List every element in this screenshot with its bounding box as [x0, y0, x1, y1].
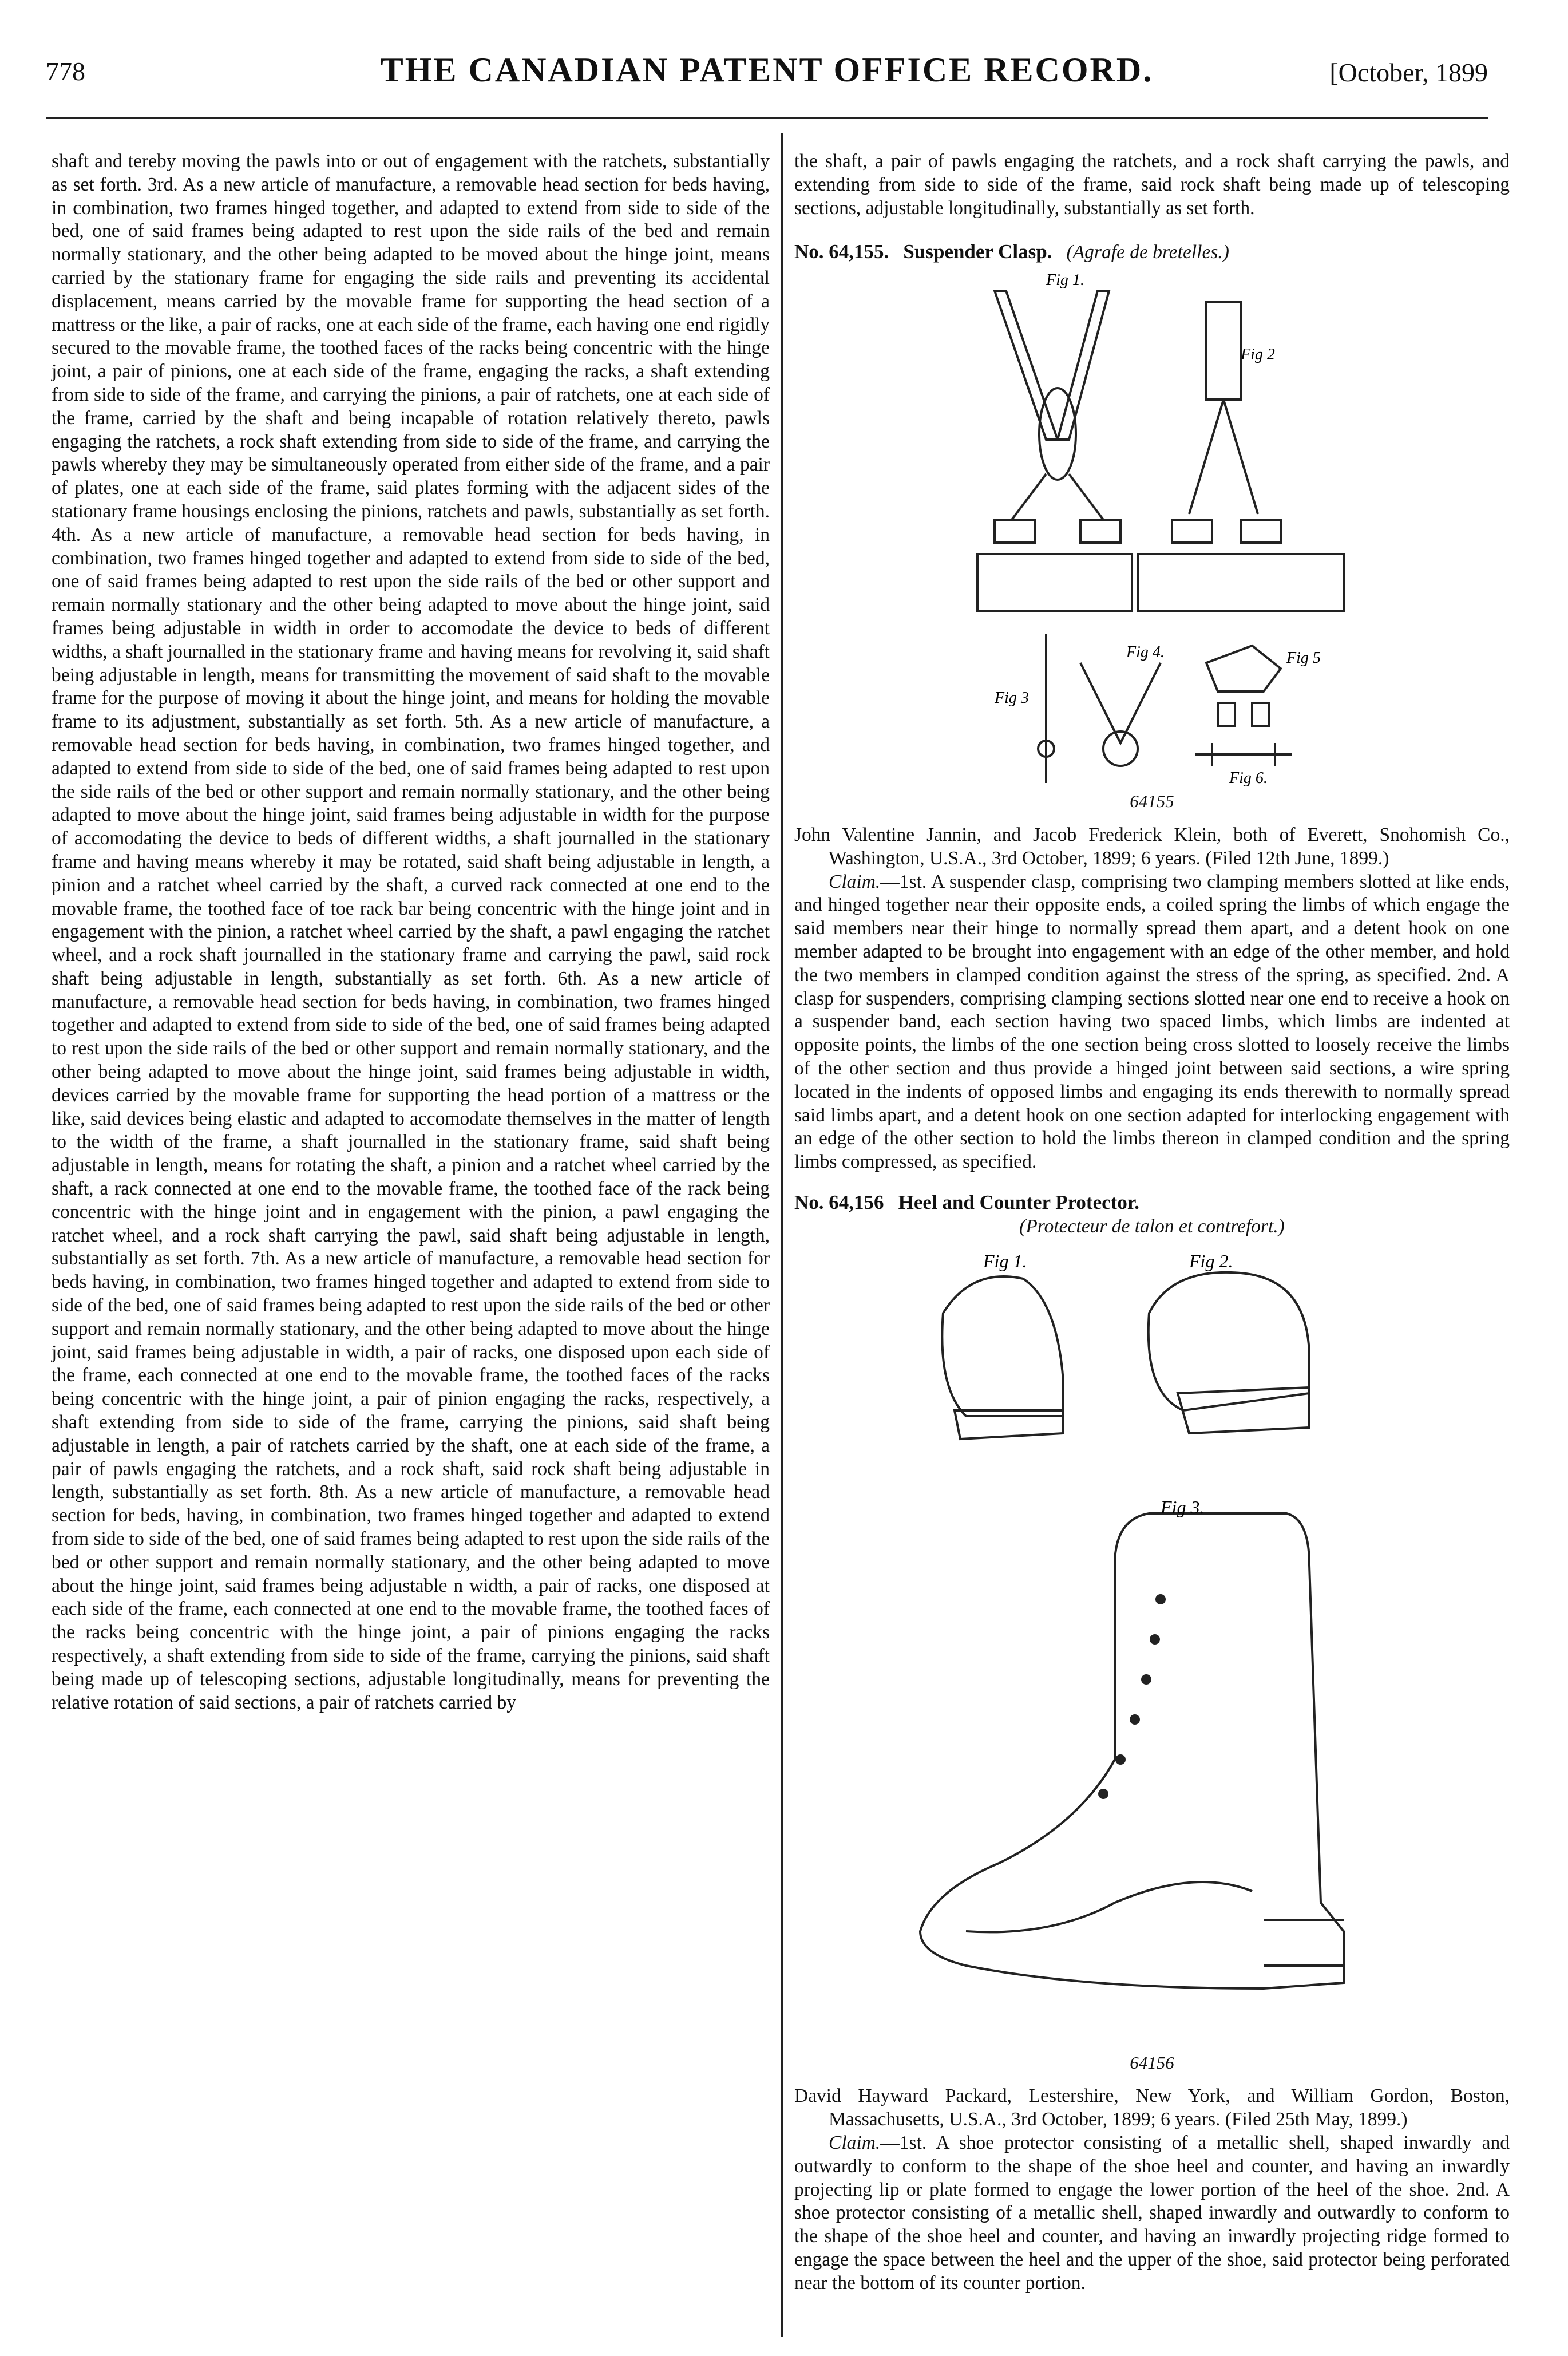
heel-protector-fig3: [1264, 1920, 1344, 1966]
lace-eyelet: [1155, 1594, 1166, 1604]
strap-fig2: [1206, 302, 1241, 400]
strap-left-fig1: [995, 291, 1058, 440]
patent-number: No. 64,155.: [794, 240, 889, 263]
strap-right-fig1: [1058, 291, 1109, 440]
claim-text: —1st. A shoe protector consisting of a metallic shell, shaped inwardly and outwardly to conform to the shape of the shoe heel and counter, and having an inwardly projecting lip or plate formed to engage the lower portion of the heel of the shoe. 2nd. A shoe protector consisting of a metallic shell, shaped inwardly and outwardly to conform to the shape of the shoe heel and counter, and having an inwardly projecting ridge formed to engage the space between the heel and the upper of the shoe, said protector being perforated near the bottom of its counter portion.: [794, 2132, 1510, 2294]
patent-title: Heel and Counter Protector.: [898, 1191, 1139, 1213]
fig-label: Fig 1.: [983, 1250, 1027, 1271]
fig-label: Fig 6.: [1229, 769, 1268, 788]
clasp-section-fig6: [1195, 743, 1292, 766]
claim-label: Claim.: [829, 2132, 881, 2153]
clasp-right-fig2: [1241, 520, 1281, 543]
patent-french-title: (Agrafe de bretelles.): [1066, 242, 1229, 263]
fig-label: Fig 4.: [1126, 643, 1165, 662]
issue-date: [October, 1899: [1329, 58, 1488, 87]
heel-protector-figure: [794, 1244, 1510, 2057]
claim-label: Claim.: [829, 871, 881, 892]
clasp-hinge-fig4: [1103, 732, 1138, 766]
patent-inventors: David Hayward Packard, Lestershire, New York, and William Gordon, Boston, Massachusetts, U.S.A., 3rd October, 1899; 6 years. (Filed 25th May, 1899.): [794, 2085, 1510, 2130]
header-rule: [46, 117, 1488, 119]
trouser-band-fig2: [1138, 554, 1344, 611]
clasp-right-fig1: [1080, 520, 1120, 543]
patent-french-title: (Protecteur de talon et contrefort.): [1019, 1215, 1285, 1237]
continuation-text: the shaft, a pair of pawls engaging the ratchets, and a rock shaft carrying the pawls, and extending from side to side of the frame, said rock shaft being made up of telescoping sections, adjustable longitudinally, substantially as set forth.: [794, 151, 1510, 219]
right-column: [794, 150, 1510, 2295]
shoe-outline-fig3: [920, 1513, 1344, 1989]
clasp-left-fig1: [995, 520, 1035, 543]
fig-label: Fig 2.: [1189, 1250, 1233, 1271]
patent-heading: [794, 240, 1510, 264]
suspender-clasp-figure: [794, 268, 1510, 794]
lace-eyelet: [1150, 1634, 1160, 1645]
heel-counter-fig1: [942, 1276, 1063, 1416]
column-divider: [781, 133, 783, 2337]
patent-claim: [794, 2132, 1510, 2295]
heel-lip-fig1: [955, 1410, 1063, 1439]
patent-heading: [794, 1191, 1510, 1215]
patent-title: Suspender Clasp.: [903, 240, 1052, 263]
heel-lip-fig2: [1178, 1387, 1309, 1433]
trouser-band-fig1: [977, 554, 1132, 611]
patent-inventors: John Valentine Jannin, and Jacob Frederick Klein, both of Everett, Snohomish Co., Washington, U.S.A., 3rd October, 1899; 6 years. (Filed 12th June, 1899.): [794, 824, 1510, 869]
lace-eyelet: [1098, 1789, 1108, 1799]
patent-claim: [794, 871, 1510, 1174]
page-number: 778: [46, 57, 85, 86]
clasp-limb-left-fig5: [1218, 703, 1235, 726]
lace-eyelet: [1130, 1714, 1140, 1725]
clasp-left-fig2: [1172, 520, 1212, 543]
fig-label: Fig 3.: [1161, 1496, 1205, 1517]
fig-label: Fig 5: [1286, 649, 1321, 667]
figure-caption: 64155: [1130, 791, 1174, 812]
claim-text: —1st. A suspender clasp, comprising two clamping members slotted at like ends, and hinged together near their opposite ends, a coiled spring the limbs of which engage the said members near their hinge to normally spread them apart, and a detent hook on one member adapted to be brought into engagement with an edge of the other member, and hold the two members in clamped condition against the stress of the spring, as specified. 2nd. A clasp for suspenders, comprising clamping sections slotted near one end to receive a hook on a suspender band, each section having two spaced limbs, which limbs are indented at opposite points, the limbs of the one section being cross slotted to loosely receive the limbs of the other section and thus provide a hinged joint between said sections, a wire spring located in the indents of opposed limbs and engaging its ends therewith to normally spread said limbs apart, and a detent hook on one section adapted for interlocking engagement with an edge of the other section to hold the limbs thereon in clamped condition and the spring limbs compressed, as specified.: [794, 871, 1510, 1173]
strap-arms-fig2: [1189, 400, 1258, 514]
left-column: [52, 150, 770, 1714]
clasp-limb-right-fig5: [1252, 703, 1269, 726]
clasp-body-fig5: [1206, 646, 1281, 691]
lace-eyelet: [1115, 1754, 1126, 1765]
fig-label: Fig 2: [1241, 346, 1275, 364]
journal-title: THE CANADIAN PATENT OFFICE RECORD.: [380, 51, 1154, 89]
figure-caption: 64156: [1130, 2052, 1174, 2073]
page-header: [46, 50, 1488, 102]
lace-eyelet: [1141, 1674, 1151, 1685]
patent-number: No. 64,156: [794, 1191, 884, 1213]
left-column-text: shaft and tereby moving the pawls into or out of engagement with the ratchets, substantially as set forth. 3rd. As a new article of manufacture, a removable head section for beds having, in combination, two frames hinged together, and adapted to extend from side to side of the bed, one of said frames being adapted to rest upon the side rails of the bed and remain normally stationary, and the other being adapted to be moved about the hinge joint, means carried by the stationary frame for engaging the side rails and preventing its accidental displacement, means carried by the movable frame for supporting the head section of a mattress or the like, a pair of racks, one at each side of the frame, each having one end rigidly secured to the movable frame, the toothed faces of the racks being concentric with the hinge joint, a pair of pinions, one at each side of the frame, engaging the racks, a shaft extending from side to side of the frame, and carrying the pinions, a pair of ratchets, one at each side of the frame, carried by the shaft and being incapable of rotation relatively thereto, pawls engaging the ratchets, a rock shaft extending from side to side of the frame, and carrying the pawls whereby they may be simultaneously operated from either side of the frame, and a pair of plates, one at each side of the frame, said plates forming with the adjacent sides of the stationary frame housings enclosing the pinions, ratchets and pawls, substantially as set forth. 4th. As a new article of manufacture, a removable head section for beds having, in combination, two frames hinged together and adapted to extend from side to side of the bed, one of said frames being adapted to rest upon the side rails of the bed or other support and remain normally stationary and the other being adapted to move about the hinge joint, said frames being adjustable in width in order to accomodate the device to beds of different widths, a shaft journalled in the stationary frame and having means for revolving it, said shaft being adjustable in length, means for transmitting the movement of said shaft to the movable frame for the purpose of moving it about the hinge joint, and means for holding the movable frame to its adjustment, substantially as set forth. 5th. As a new article of manufacture, a removable head section for beds having, in combination, two frames hinged together, and adapted to extend from side to side of the bed, one of said frames being adapted to rest upon the side rails of the bed or other support and remain normally stationary, and the other being adapted to move about the hinge joint, said frames being adjustable in width for the purpose of accomodating the device to beds of different widths, a shaft journalled in the stationary frame and having means whereby it may be rotated, said shaft being adjustable in length, a pinion and a ratchet wheel carried by the shaft, a curved rack connected at one end to the movable frame, the toothed face of toe rack bar being concentric with the hinge joint and in engagement with the pinion, a ratchet wheel carried by the shaft, a pawl engaging the ratchet wheel, and a rock shaft journalled in the stationary frame and carrying the pawl, said rock shaft being adjustable in length, substantially as set forth. 6th. As a new article of manufacture, a removable head section for beds having, in combination, two frames hinged together and adapted to extend from side to side of the bed, one of said frames being adapted to rest upon the side rails of the bed or other support and remain normally stationary, and the other being adapted to move about the hinge joint, said frames being adjustable in width, devices carried by the movable frame for supporting the head portion of a mattress or the like, said devices being elastic and adapted to accomodate themselves in the matter of length to the width of the frame, a shaft journalled in the stationary frame, said shaft being adjustable in length, means for rotating the shaft, a pinion and a ratchet wheel carried by the shaft, a rack connected at one end to the movable frame, the toothed face of the rack being concentric with the hinge joint and in engagement with the pinion, a pawl engaging the ratchet wheel, and a rock shaft carrying the pawl, said shaft being adjustable in length, substantially as set forth. 7th. As a new article of manufacture, a removable head section for beds having, in combination, two frames hinged together and adapted to extend from side to side of the bed, one of said frames being adapted to rest upon the side rails of the bed or other support and remain normally stationary, and the other being adapted to move about the hinge joint, said frames being adjustable in width, a pair of racks, one disposed upon each side of the frame, each connected at one end to the movable frame, the toothed faces of the racks being concentric with the hinge joint, a pair of pinion engaging the racks, respectively, a shaft extending from side to side of the frame, carrying the pinions, said shaft being adjustable in length, a pair of ratchets carried by the shaft, one at each side of the frame, a pair of pawls engaging the ratchets, and a rock shaft, said rock shaft being adjustable in length, substantially as set forth. 8th. As a new article of manufacture, a removable head section for beds, having, in combination, two frames hinged together and adapted to extend from side to side of the bed, one of said frames being adapted to rest upon the side rails of the bed or other support and remain normally stationary, and the other being adapted to move about the hinge joint, said frames being adjustable n width, a pair of racks, one disposed at each side of the frame, each connected at one end to the movable frame, the toothed faces of the racks being concentric with the hinge joint, a pair of pinions engaging the racks respectively, a shaft extending from side to side of the frame, carrying the pinions, said shaft being made up of telescoping sections, adjustable longitudinally, means for preventing the relative rotation of said sections, a pair of ratchets carried by: [52, 151, 770, 1713]
fig-label: Fig 3: [995, 689, 1029, 707]
shoe-toecap-fig3: [966, 1882, 1252, 1932]
fig-label: Fig 1.: [1046, 271, 1084, 290]
